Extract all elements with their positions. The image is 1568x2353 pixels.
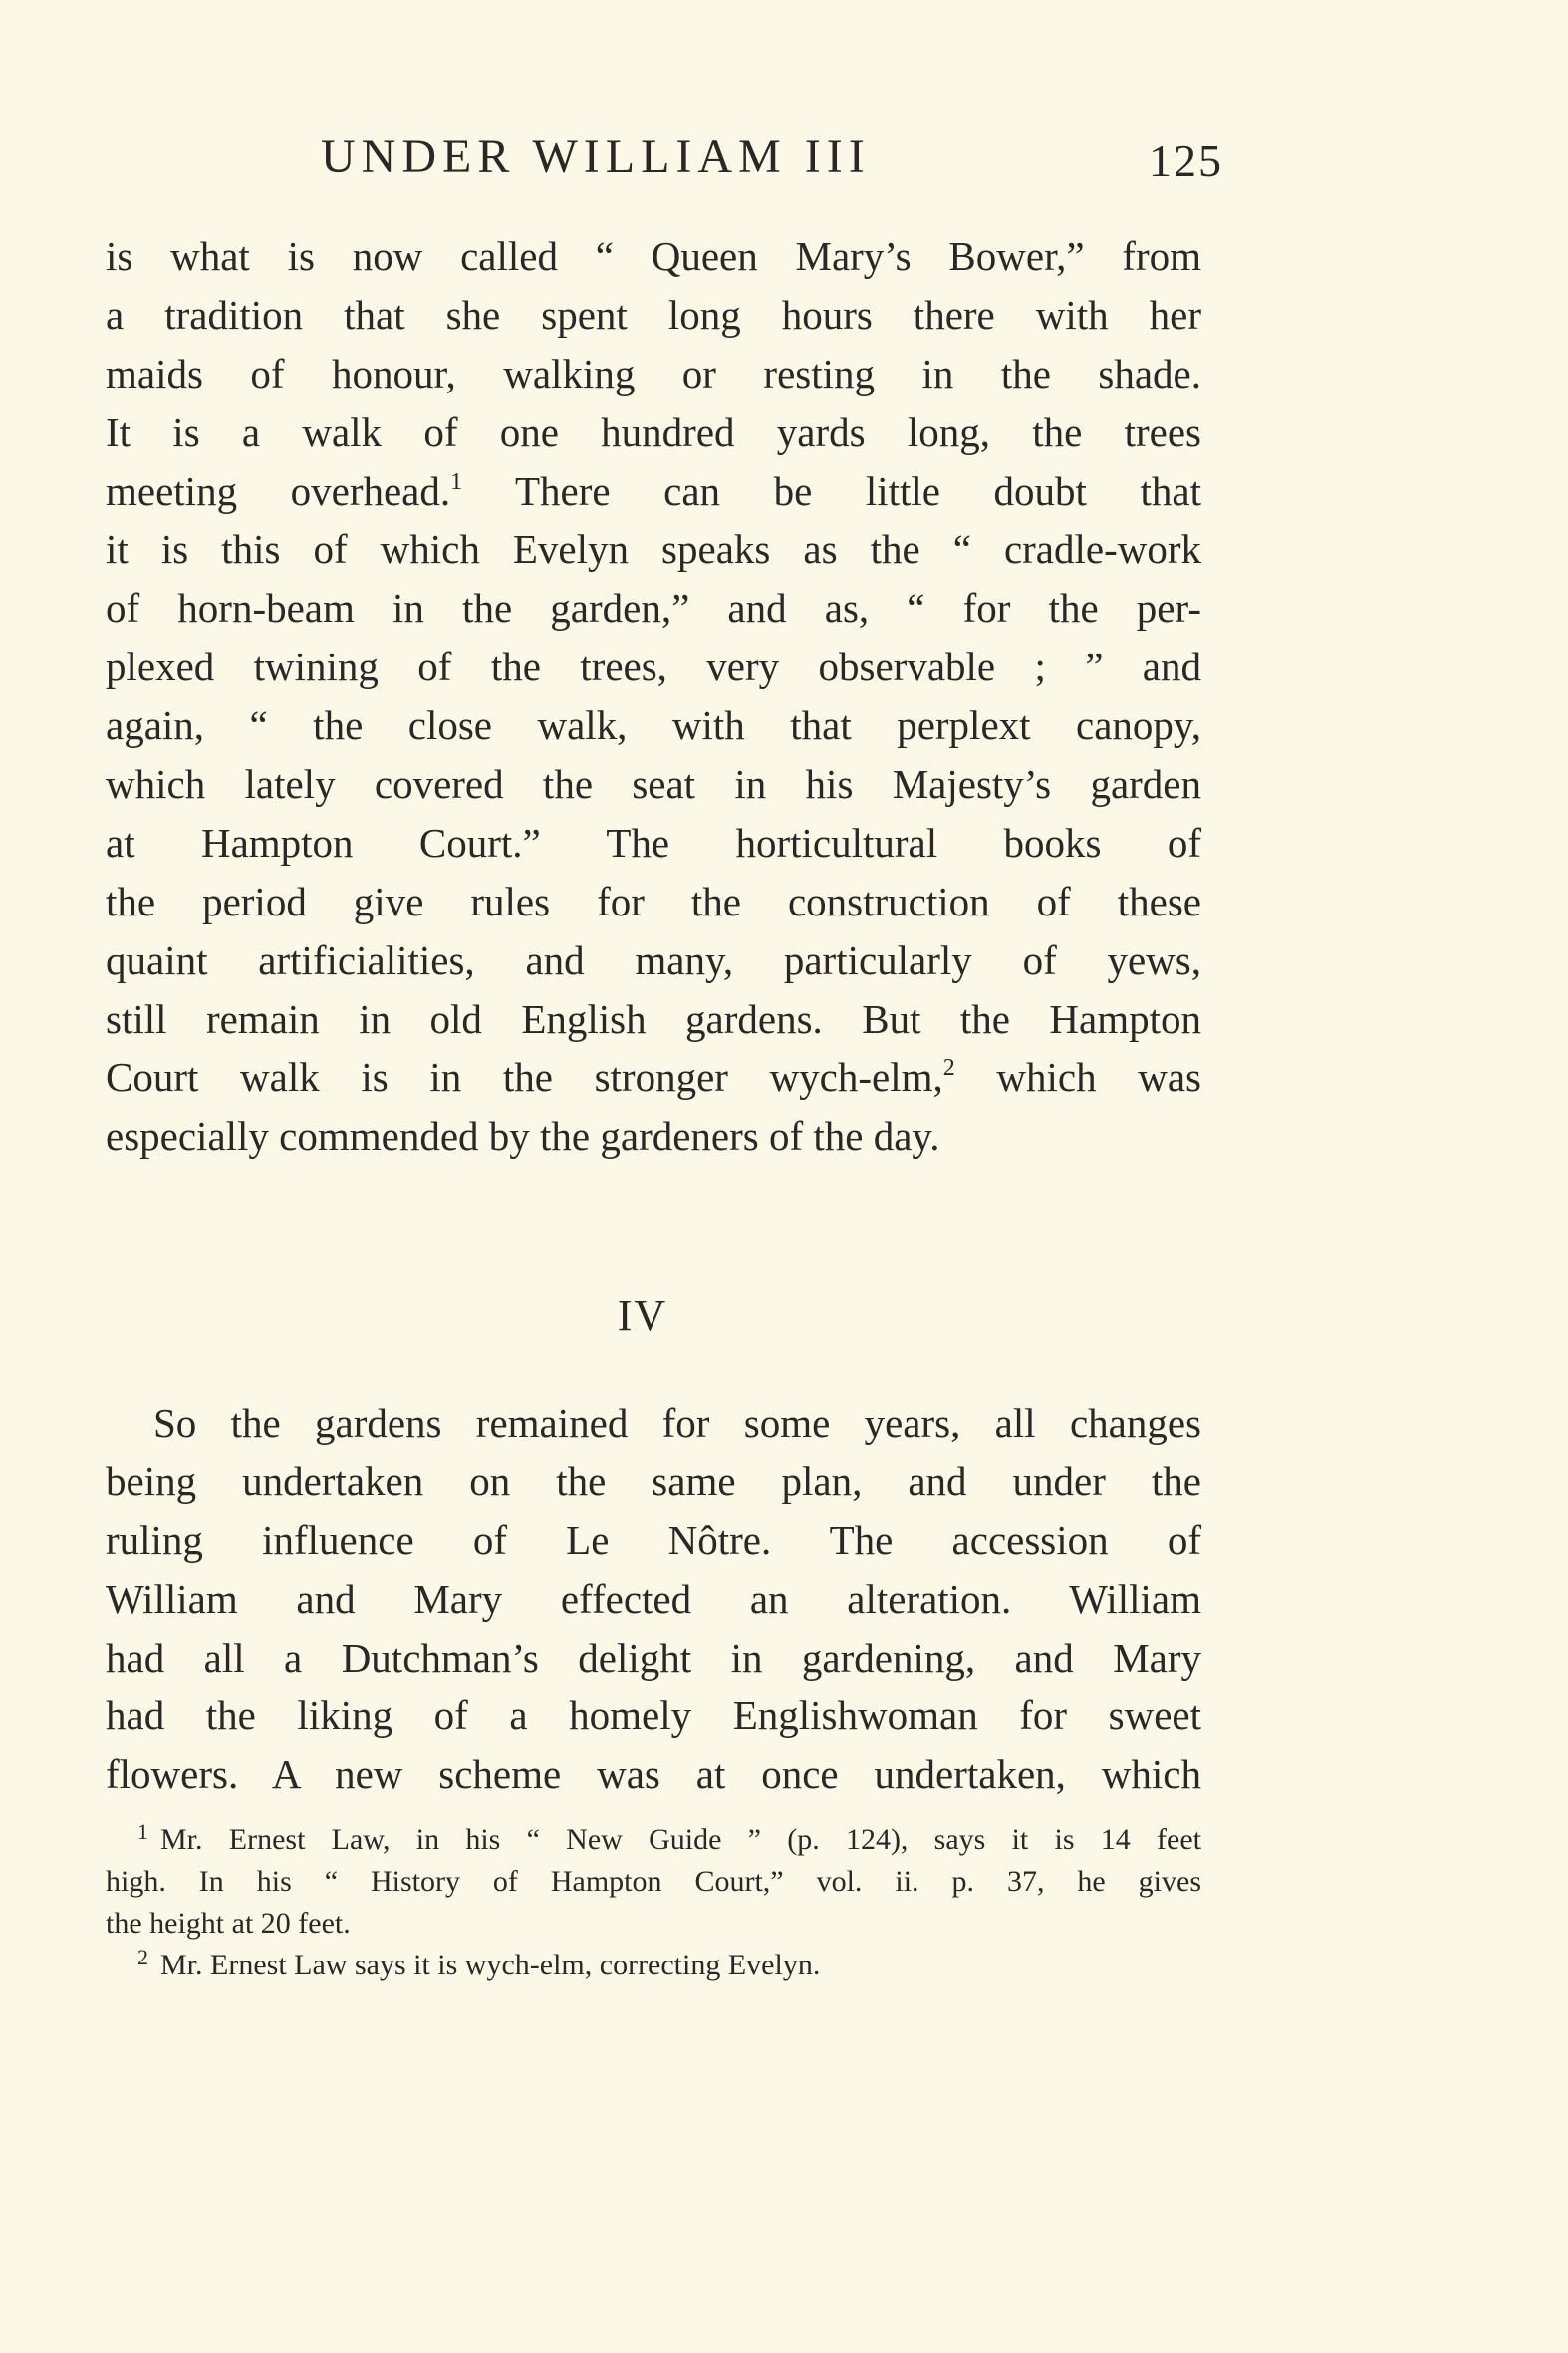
- footnotes: [106, 1819, 1201, 1986]
- text-line: had the liking of a homely Englishwoman for sweet: [106, 1693, 1201, 1739]
- text-line: a tradition that she spent long hours there with her: [106, 291, 1201, 338]
- text-line: plexed twining of the trees, very observable ; ” and: [106, 644, 1201, 690]
- text-line: again, “ the close walk, with that perplext canopy,: [106, 702, 1201, 749]
- footnote-ref-2: 2: [942, 1055, 955, 1082]
- text-line: at Hampton Court.” The horticultural books of: [106, 819, 1201, 866]
- text-line: especially commended by the gardeners of the day.: [106, 1113, 940, 1160]
- text-line: which lately covered the seat in his Majesty’s garden: [106, 761, 1201, 808]
- footnote-mark: 1: [137, 1819, 148, 1844]
- text-line: [106, 462, 1201, 521]
- footnote-line: the height at 20 feet.: [106, 1907, 351, 1940]
- text-segment: Court walk is in the stronger wych-elm,: [106, 1054, 943, 1101]
- text-line: still remain in old English gardens. But the Hampton: [106, 995, 1201, 1042]
- section-heading: IV: [617, 1291, 668, 1340]
- text-line: is what is now called “ Queen Mary’s Bower,” from: [106, 233, 1201, 279]
- text-segment: which was: [996, 1054, 1201, 1101]
- text-line: maids of honour, walking or resting in the shade.: [106, 350, 1201, 396]
- text-segment: meeting overhead.: [106, 467, 451, 514]
- text-line: had all a Dutchman’s delight in gardening, and Mary: [106, 1634, 1201, 1681]
- text-line: ruling influence of Le Nôtre. The accession of: [106, 1516, 1201, 1563]
- footnote-ref-1: 1: [450, 468, 463, 495]
- text-line: it is this of which Evelyn speaks as the “ cradle-work: [106, 526, 1201, 573]
- text-line: of horn-beam in the garden,” and as, “ for the per-: [106, 585, 1201, 632]
- paragraph-bower: [106, 227, 1201, 1166]
- page-number: 125: [1149, 135, 1223, 186]
- text-line: the period give rules for the construction of these: [106, 878, 1201, 924]
- footnote-text: Mr. Ernest Law says it is wych-elm, correcting Evelyn.: [160, 1949, 821, 1981]
- footnote-line: [106, 1819, 1201, 1861]
- footnote-text: Mr. Ernest Law, in his “ New Guide ” (p. 124), says it is 14 feet: [160, 1823, 1201, 1856]
- footnote-line: [106, 1945, 1201, 1986]
- footnote-line: high. In his “ History of Hampton Court,” vol. ii. p. 37, he gives: [106, 1865, 1201, 1898]
- footnote-mark: 2: [137, 1945, 148, 1969]
- text-line: So the gardens remained for some years, all changes: [153, 1400, 1201, 1445]
- paragraph-gardens: [106, 1394, 1201, 1804]
- running-head: [321, 128, 1223, 187]
- text-segment: There can be little doubt that: [514, 467, 1201, 514]
- text-line: being undertaken on the same plan, and under the: [106, 1457, 1201, 1504]
- text-line: quaint artificialities, and many, particularly of yews,: [106, 936, 1201, 983]
- text-line: [106, 1048, 1201, 1107]
- text-line: William and Mary effected an alteration. William: [106, 1575, 1201, 1622]
- text-line: flowers. A new scheme was at once undertaken, which: [106, 1751, 1201, 1798]
- text-line: It is a walk of one hundred yards long, the trees: [106, 408, 1201, 455]
- running-title: UNDER WILLIAM III: [321, 131, 871, 183]
